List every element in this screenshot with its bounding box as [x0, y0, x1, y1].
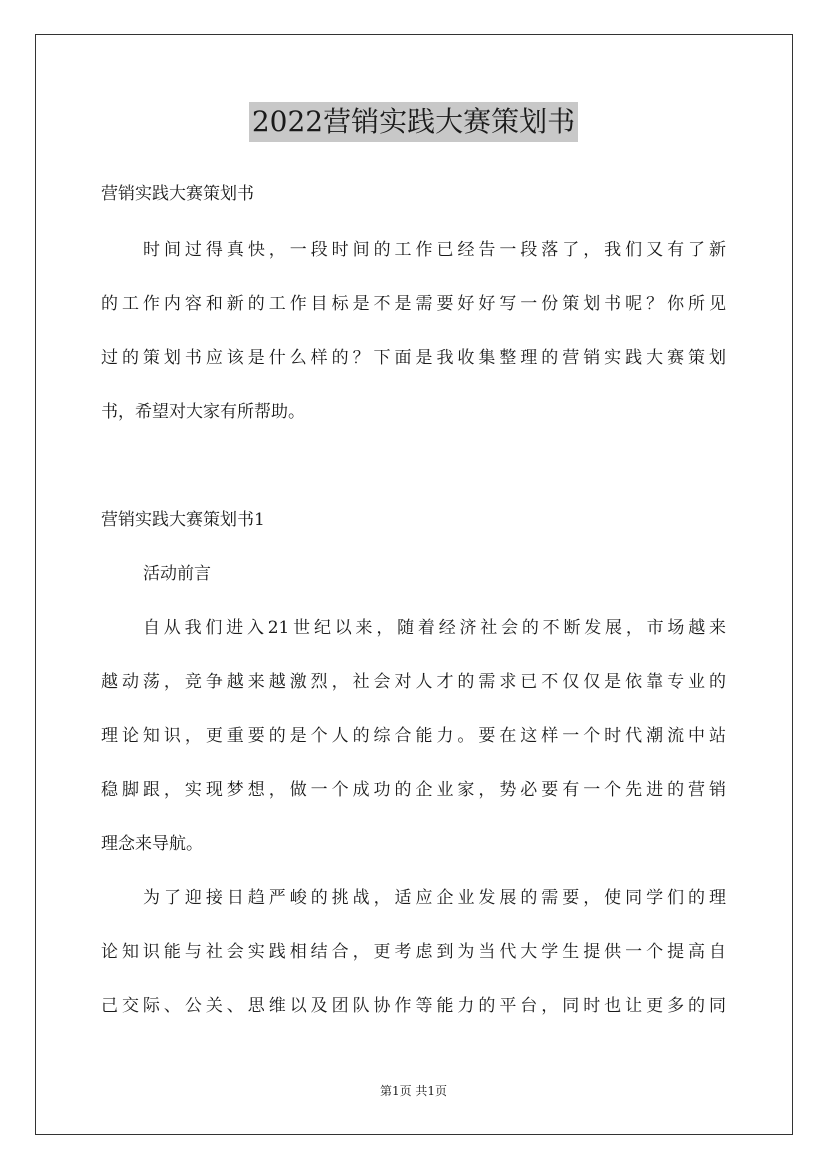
subheading: 活动前言	[143, 564, 211, 584]
title-container	[0, 102, 827, 142]
paragraph-line: 理论知识，更重要的是个人的综合能力。要在这样一个时代潮流中站	[101, 726, 726, 746]
paragraph-line: 稳脚跟，实现梦想，做一个成功的企业家，势必要有一个先进的营销	[101, 780, 726, 800]
section-heading: 营销实践大赛策划书1	[101, 510, 265, 530]
paragraph-line: 越动荡，竞争越来越激烈，社会对人才的需求已不仅仅是依靠专业的	[101, 672, 726, 692]
paragraph-line: 己交际、公关、思维以及团队协作等能力的平台，同时也让更多的同	[101, 996, 726, 1016]
paragraph-line: 理念来导航。	[101, 834, 203, 854]
page-footer: 第1页 共1页	[379, 1084, 448, 1098]
intro-line: 时间过得真快，一段时间的工作已经告一段落了，我们又有了新	[143, 240, 726, 260]
paragraph-line: 论知识能与社会实践相结合，更考虑到为当代大学生提供一个提高自	[101, 942, 726, 962]
intro-line: 的工作内容和新的工作目标是不是需要好好写一份策划书呢？你所见	[101, 294, 726, 314]
paragraph-line: 为了迎接日趋严峻的挑战，适应企业发展的需要，使同学们的理	[143, 888, 726, 908]
intro-heading: 营销实践大赛策划书	[101, 184, 254, 204]
intro-line: 书，希望对大家有所帮助。	[101, 402, 305, 422]
paragraph-line: 自从我们进入21世纪以来，随着经济社会的不断发展，市场越来	[143, 618, 726, 638]
intro-line: 过的策划书应该是什么样的？下面是我收集整理的营销实践大赛策划	[101, 348, 726, 368]
document-title: 2022营销实践大赛策划书	[249, 102, 578, 142]
